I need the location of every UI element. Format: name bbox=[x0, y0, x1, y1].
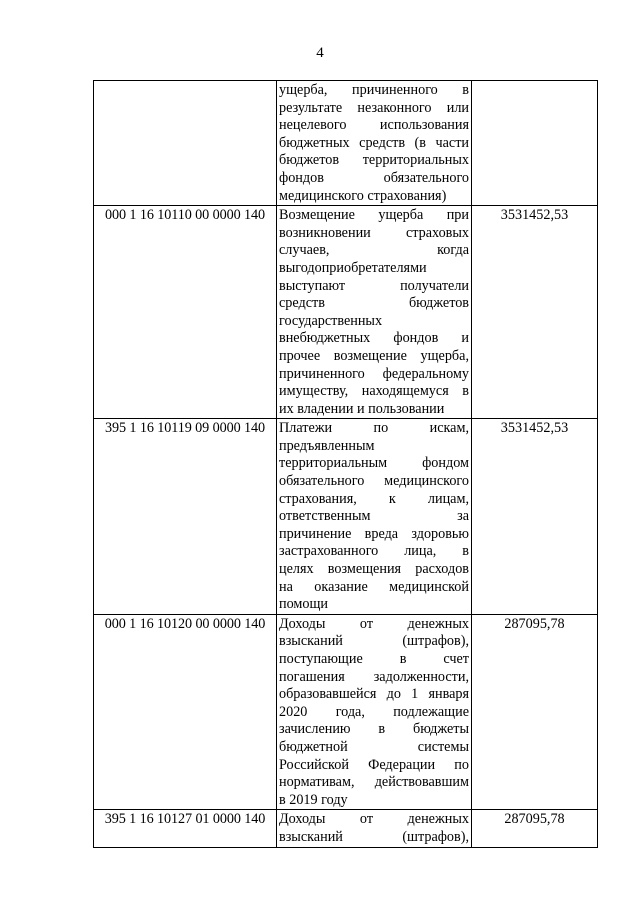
revenue-name-line: выступают получатели bbox=[279, 277, 469, 294]
table-row bbox=[94, 614, 598, 810]
revenue-name-line: нецелевого использования bbox=[279, 117, 469, 134]
revenue-name-line: в 2019 году bbox=[279, 791, 348, 808]
revenue-name-line: зачислению в бюджеты bbox=[279, 721, 469, 738]
revenue-name-line: на оказание медицинской bbox=[279, 578, 469, 595]
revenue-name-line: предъявленным bbox=[279, 437, 375, 454]
revenue-name-line: средств бюджетов bbox=[279, 295, 469, 312]
amount-cell: 287095,78 bbox=[472, 810, 598, 847]
revenue-name-line: Возмещение ущерба при bbox=[279, 207, 469, 224]
table-row bbox=[94, 419, 598, 615]
revenue-name-cell bbox=[277, 81, 472, 206]
revenue-name-line: Платежи по искам, bbox=[279, 420, 469, 437]
revenue-name-line: бюджетов территориальных bbox=[279, 152, 469, 169]
revenue-name-line: нормативам, действовавшим bbox=[279, 774, 469, 791]
revenue-name-cell bbox=[277, 614, 472, 810]
revenue-name-line: государственных bbox=[279, 312, 383, 329]
revenue-name-cell bbox=[277, 419, 472, 615]
revenue-name-line: целях возмещения расходов bbox=[279, 561, 469, 578]
revenue-name-line: имуществу, находящемуся в bbox=[279, 383, 469, 400]
amount-cell bbox=[472, 81, 598, 206]
revenue-name-line: Доходы от денежных bbox=[279, 615, 469, 632]
amount-cell: 3531452,53 bbox=[472, 206, 598, 419]
amount-cell: 3531452,53 bbox=[472, 419, 598, 615]
page-number: 4 bbox=[316, 45, 324, 61]
revenue-name-line: страхования, к лицам, bbox=[279, 490, 469, 507]
table-row bbox=[94, 81, 598, 206]
amount-cell: 287095,78 bbox=[472, 614, 598, 810]
budget-code-cell bbox=[94, 81, 277, 206]
revenue-name-line: медицинского страхования) bbox=[279, 187, 447, 204]
revenue-name-line: поступающие в счет bbox=[279, 651, 469, 667]
revenue-name-line: Российской Федерации по bbox=[279, 756, 469, 773]
revenue-name-line: выгодоприобретателями bbox=[279, 259, 427, 276]
revenue-name-line: взысканий (штрафов), bbox=[279, 828, 469, 845]
revenue-name-line: застрахованного лица, в bbox=[279, 543, 469, 560]
revenue-name-line: погашения задолженности, bbox=[279, 668, 469, 685]
revenue-name-line: причиненного федеральному bbox=[279, 365, 469, 382]
revenue-name-line: взысканий (штрафов), bbox=[279, 633, 469, 650]
revenue-name-line: ущерба, причиненного в bbox=[279, 82, 469, 98]
table-row bbox=[94, 206, 598, 419]
revenue-name-line: Доходы от денежных bbox=[279, 811, 469, 828]
revenue-name-line: фондов обязательного bbox=[279, 169, 469, 186]
revenue-name-line: возникновении страховых bbox=[279, 224, 469, 241]
table-row bbox=[94, 810, 598, 847]
revenue-name-line: результате незаконного или bbox=[279, 99, 469, 116]
revenue-name-line: внебюджетных фондов и bbox=[279, 330, 469, 347]
budget-code-cell: 395 1 16 10119 09 0000 140 bbox=[94, 419, 277, 615]
revenue-name-line: образовавшейся до 1 января bbox=[279, 686, 469, 703]
revenue-name-line: прочее возмещение ущерба, bbox=[279, 347, 469, 364]
revenue-name-line: обязательного медицинского bbox=[279, 473, 469, 490]
revenue-name-line: территориальным фондом bbox=[279, 455, 469, 472]
revenue-name-line: помощи bbox=[279, 596, 329, 613]
revenue-name-line: 2020 года, подлежащие bbox=[279, 703, 469, 720]
revenue-name-line: ответственным за bbox=[279, 508, 469, 525]
budget-code-cell: 395 1 16 10127 01 0000 140 bbox=[94, 810, 277, 847]
revenue-name-line: бюджетной системы bbox=[279, 738, 469, 755]
revenue-name-line: случаев, когда bbox=[279, 242, 469, 259]
budget-code-cell: 000 1 16 10120 00 0000 140 bbox=[94, 614, 277, 810]
revenue-name-line: причинение вреда здоровью bbox=[279, 525, 469, 542]
revenue-name-line: их владении и пользовании bbox=[279, 400, 445, 417]
budget-revenue-table bbox=[93, 80, 598, 848]
budget-code-cell: 000 1 16 10110 00 0000 140 bbox=[94, 206, 277, 419]
revenue-name-line: бюджетных средств (в части bbox=[279, 134, 469, 151]
revenue-name-cell bbox=[277, 810, 472, 847]
revenue-name-cell bbox=[277, 206, 472, 419]
